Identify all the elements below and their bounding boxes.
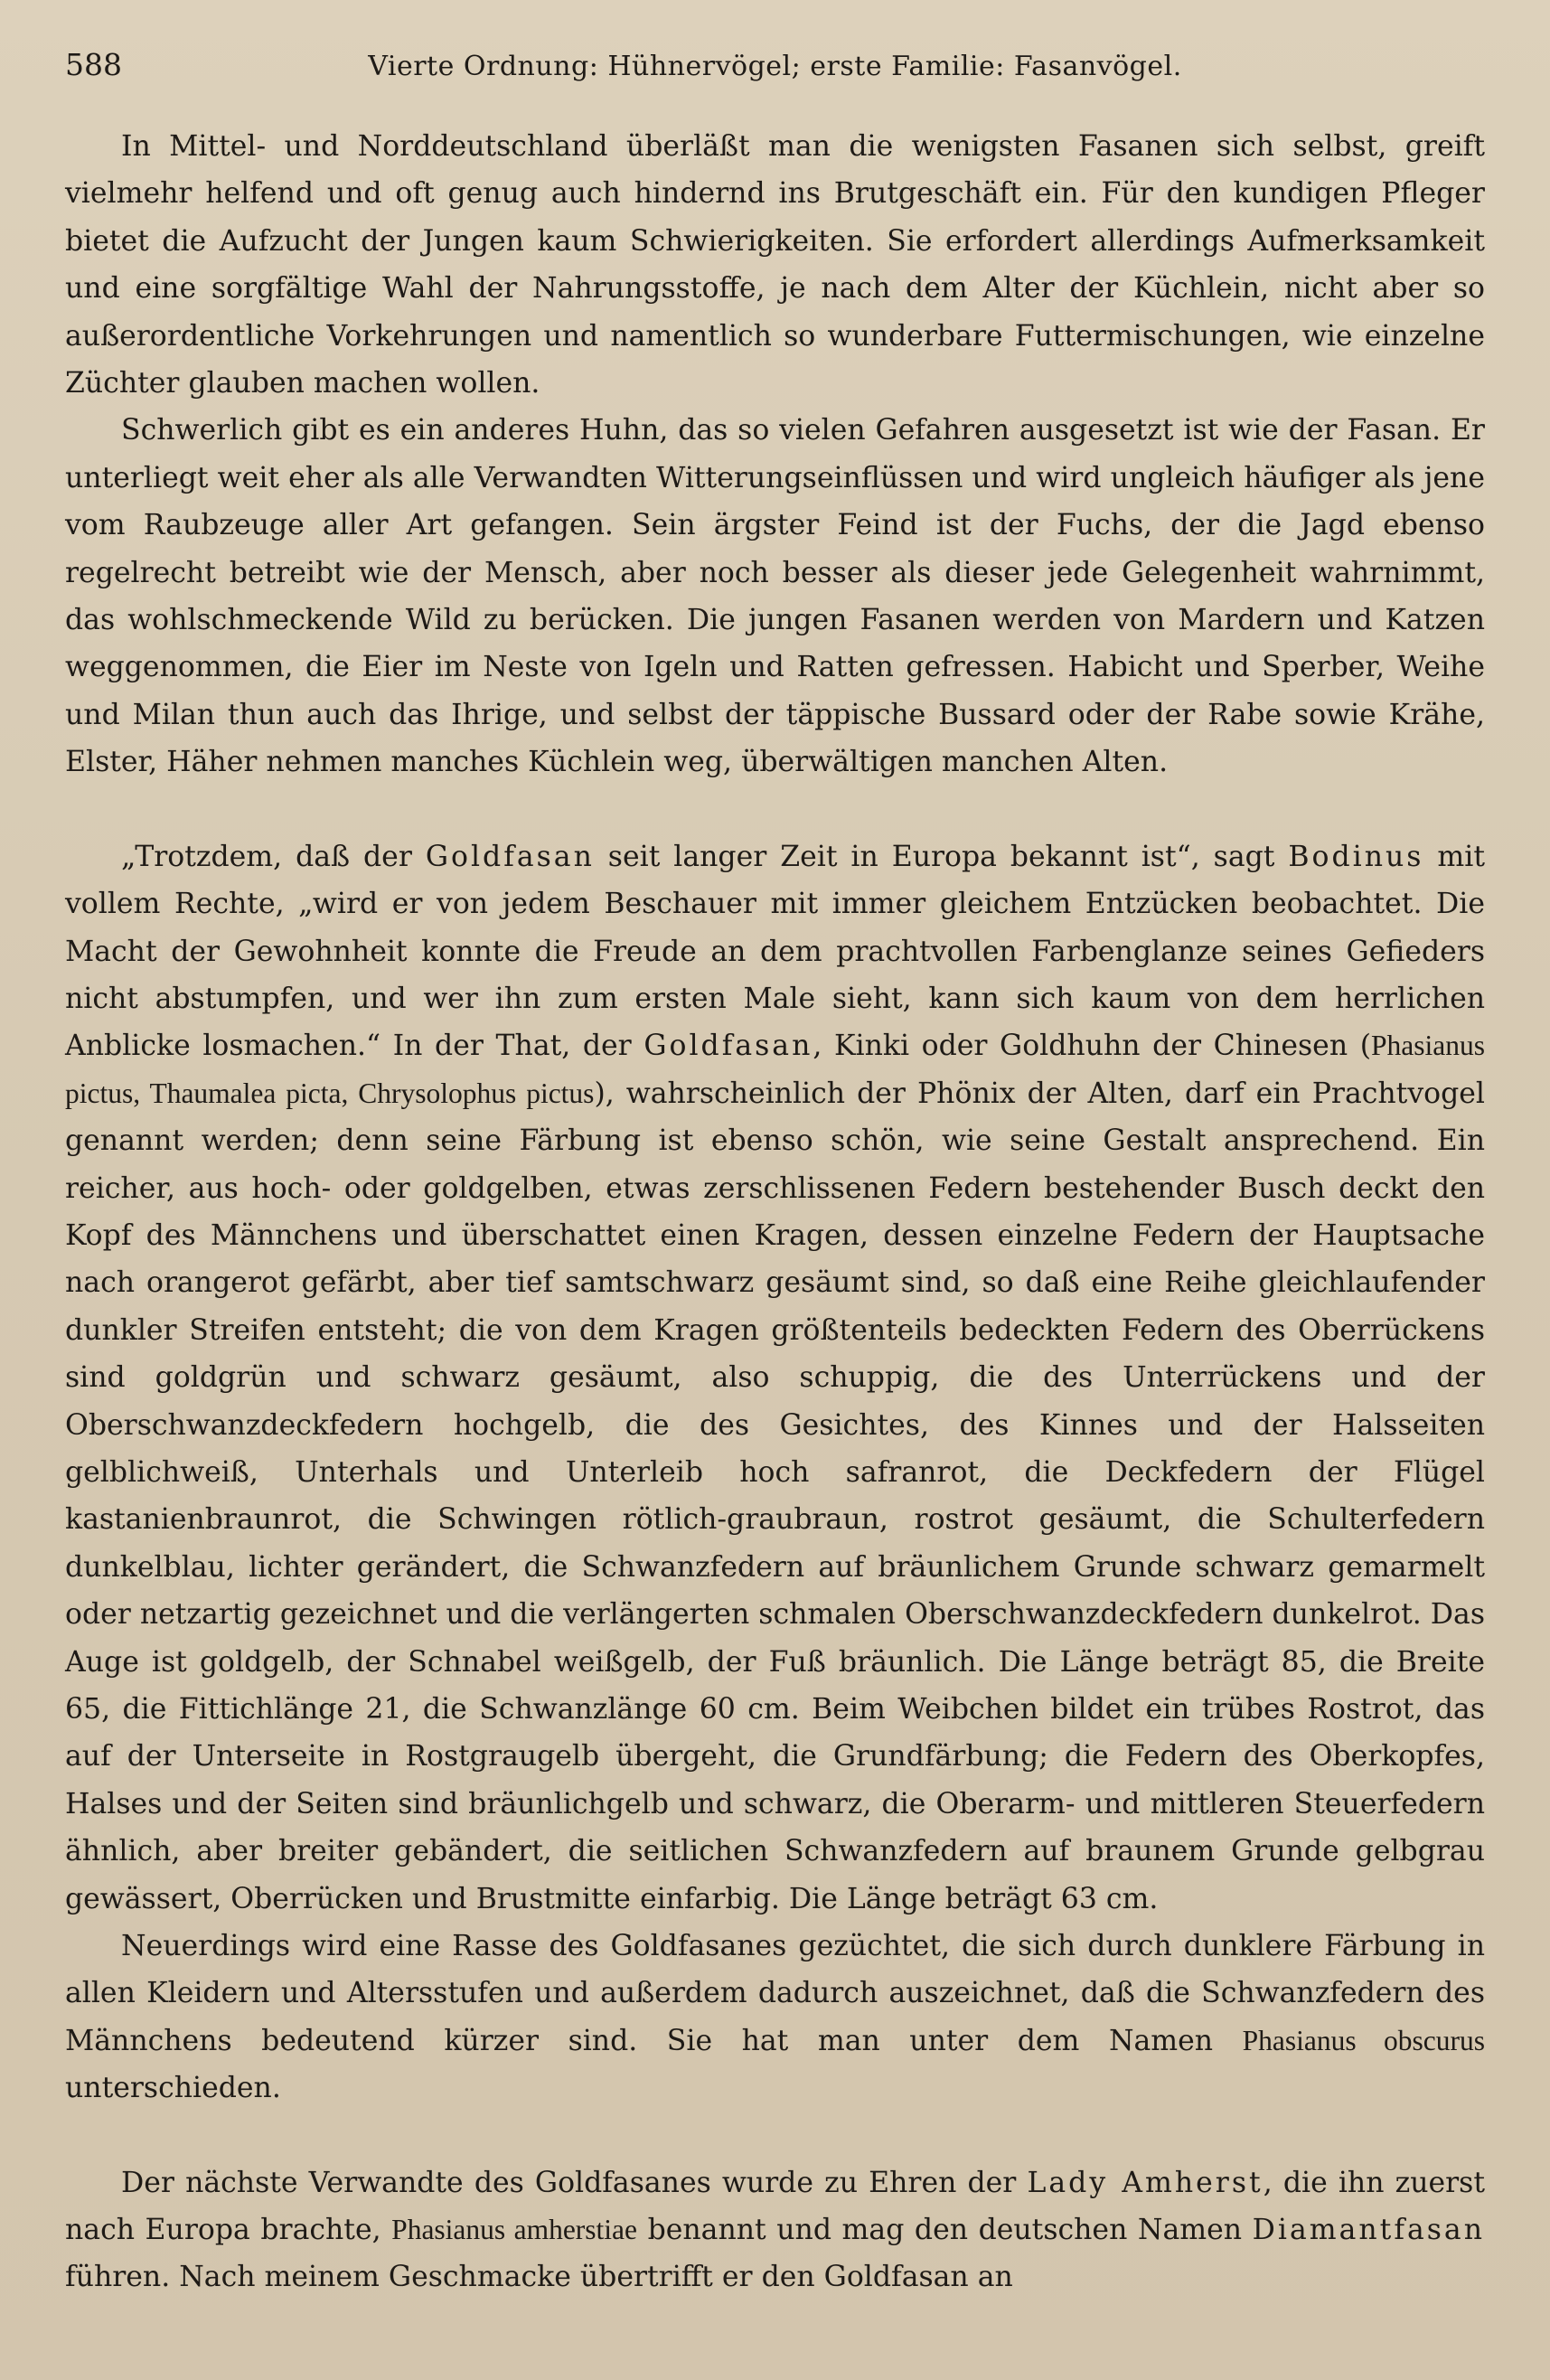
text-segment: , Kinki oder Goldhuhn der Chinesen ( — [813, 1030, 1371, 1063]
text-segment: benannt und mag den deutschen Namen — [637, 2214, 1253, 2247]
text-segment: , die ihn zuerst nach Europa brachte, — [65, 2166, 1486, 2247]
text-segment: Phasianus obscurus — [1242, 2024, 1485, 2056]
paragraph-p2: Schwerlich gibt es ein anderes Huhn, das so vielen Gefahren ausgesetzt ist wie der Fasan. Er unterliegt weit eher als alle Verwandten Witterungseinflüssen und wird ungleich häufiger als jene vom Raubzeuge aller Art gefangen. Sein ärgster Feind ist der Fuchs, der die Jagd ebenso regelrecht betreibt wie der Mensch, aber noch besser als dieser jede Gelegenheit wahrnimmt, das wohlschmeckende Wild zu berücken. Die jungen Fasanen werden von Mardern und Katzen weggenommen, die Eier im Neste von Igeln und Ratten gefressen. Habicht und Sperber, Weihe und Milan thun auch das Ihrige, und selbst der täppische Bussard oder der Rabe sowie Krähe, Elster, Häher nehmen manches Küchlein weg, überwältigen manchen Alten. — [65, 414, 1485, 779]
page-header — [65, 47, 1485, 83]
text-segment: mit vollem Rechte, „wird er von jedem Beschauer mit immer gleichem Entzücken beobachtet. Die Macht der Gewohnheit konnte die Freude an dem prachtvollen Farbenglanze seines Gefieders nicht abstumpfen, und wer ihn zum ersten Male sieht, kann sich kaum von dem herrlichen Anblicke losmachen.“ In der That, der — [65, 840, 1486, 1063]
text-segment: Phasianus pictus, Thaumalea picta, Chrysolophus pictus — [65, 1030, 1485, 1109]
paragraph-p5 — [65, 2159, 1485, 2301]
text-segment: Der nächste Verwandte des Goldfasanes wurde zu Ehren der — [121, 2166, 1028, 2199]
text-segment: ), wahrscheinlich der Phönix der Alten, darf ein Prachtvogel genannt werden; denn seine Färbung ist ebenso schön, wie seine Gestalt ansprechend. Ein reicher, aus hoch- oder goldgelben, etwas zerschlissenen Federn bestehender Busch deckt den Kopf des Männchens und überschattet einen Kragen, dessen einzelne Federn der Hauptsache nach orangerot gefärbt, aber tief samtschwarz gesäumt sind, so daß eine Reihe gleichlaufender dunkler Streifen entsteht; die von dem Kragen größtenteils bedeckten Federn des Oberrückens sind goldgrün und schwarz gesäumt, also schuppig, die des Unterrückens und der Oberschwanzdeckfedern hochgelb, die des Gesichtes, des Kinnes und der Halsseiten gelblichweiß, Unterhals und Unterleib hoch safranrot, die Deckfedern der Flügel kastanienbraunrot, die Schwingen rötlich-graubraun, rostrot gesäumt, die Schulterfedern dunkelblau, lichter gerändert, die Schwanzfedern auf bräunlichem Grunde schwarz gemarmelt oder netzartig gezeichnet und die verlängerten schmalen Oberschwanzdeckfedern dunkelrot. Das Auge ist goldgelb, der Schnabel weißgelb, der Fuß bräunlich. Die Länge beträgt 85, die Breite 65, die Fittichlänge 21, die Schwanzlänge 60 cm. Beim Weibchen bildet ein trübes Rostrot, das auf der Unterseite in Rostgraugelb übergeht, die Grundfärbung; die Federn des Oberkopfes, Halses und der Seiten sind bräunlichgelb und schwarz, die Oberarm- und mittleren Steuerfedern ähnlich, aber breiter gebändert, die seitlichen Schwanzfedern auf braunem Grunde gelbgrau gewässert, Oberrücken und Brustmitte einfarbig. Die Länge beträgt 63 cm. — [65, 1077, 1485, 1915]
text-segment: „Trotzdem, daß der — [121, 840, 426, 873]
text-segment: Bodinus — [1288, 840, 1424, 873]
paragraph-p3 — [65, 833, 1485, 1923]
text-segment: Neuerdings wird eine Rasse des Goldfasanes gezüchtet, die sich durch dunklere Färbung in allen Kleidern und Altersstufen und außerdem dadurch auszeichnet, daß die Schwanzfedern des Männchens bedeutend kürzer sind. Sie hat man unter dem Namen — [65, 1930, 1485, 2057]
text-segment: führen. Nach meinem Geschmacke übertrifft er den Goldfasan an — [65, 2261, 1013, 2294]
text-segment: Phasianus amherstiae — [391, 2214, 638, 2246]
text-segment: Diamantfasan — [1252, 2214, 1485, 2247]
text-segment: unterschieden. — [65, 2072, 281, 2105]
text-segment: seit langer Zeit in Europa bekannt ist“, sagt — [594, 840, 1289, 873]
page-number: 588 — [65, 47, 122, 82]
running-head: Vierte Ordnung: Hühnervögel; erste Familie: Fasanvögel. — [368, 51, 1182, 82]
text-segment: Lady Amherst — [1027, 2166, 1263, 2199]
paragraph-p4 — [65, 1923, 1485, 2112]
paragraph-p1: In Mittel- und Norddeutschland überläßt man die wenigsten Fasanen sich selbst, greift vielmehr helfend und oft genug auch hindernd ins Brutgeschäft ein. Für den kundigen Pfleger bietet die Aufzucht der Jungen kaum Schwierigkeiten. Sie erfordert allerdings Aufmerksamkeit und eine sorgfältige Wahl der Nahrungsstoffe, je nach dem Alter der Küchlein, nicht aber so außerordentliche Vorkehrungen und namentlich so wunderbare Futtermischungen, wie einzelne Züchter glauben machen wollen. — [65, 130, 1485, 400]
text-segment: Goldfasan — [643, 1030, 813, 1063]
body-text — [65, 123, 1485, 2301]
text-segment: Goldfasan — [425, 840, 595, 873]
